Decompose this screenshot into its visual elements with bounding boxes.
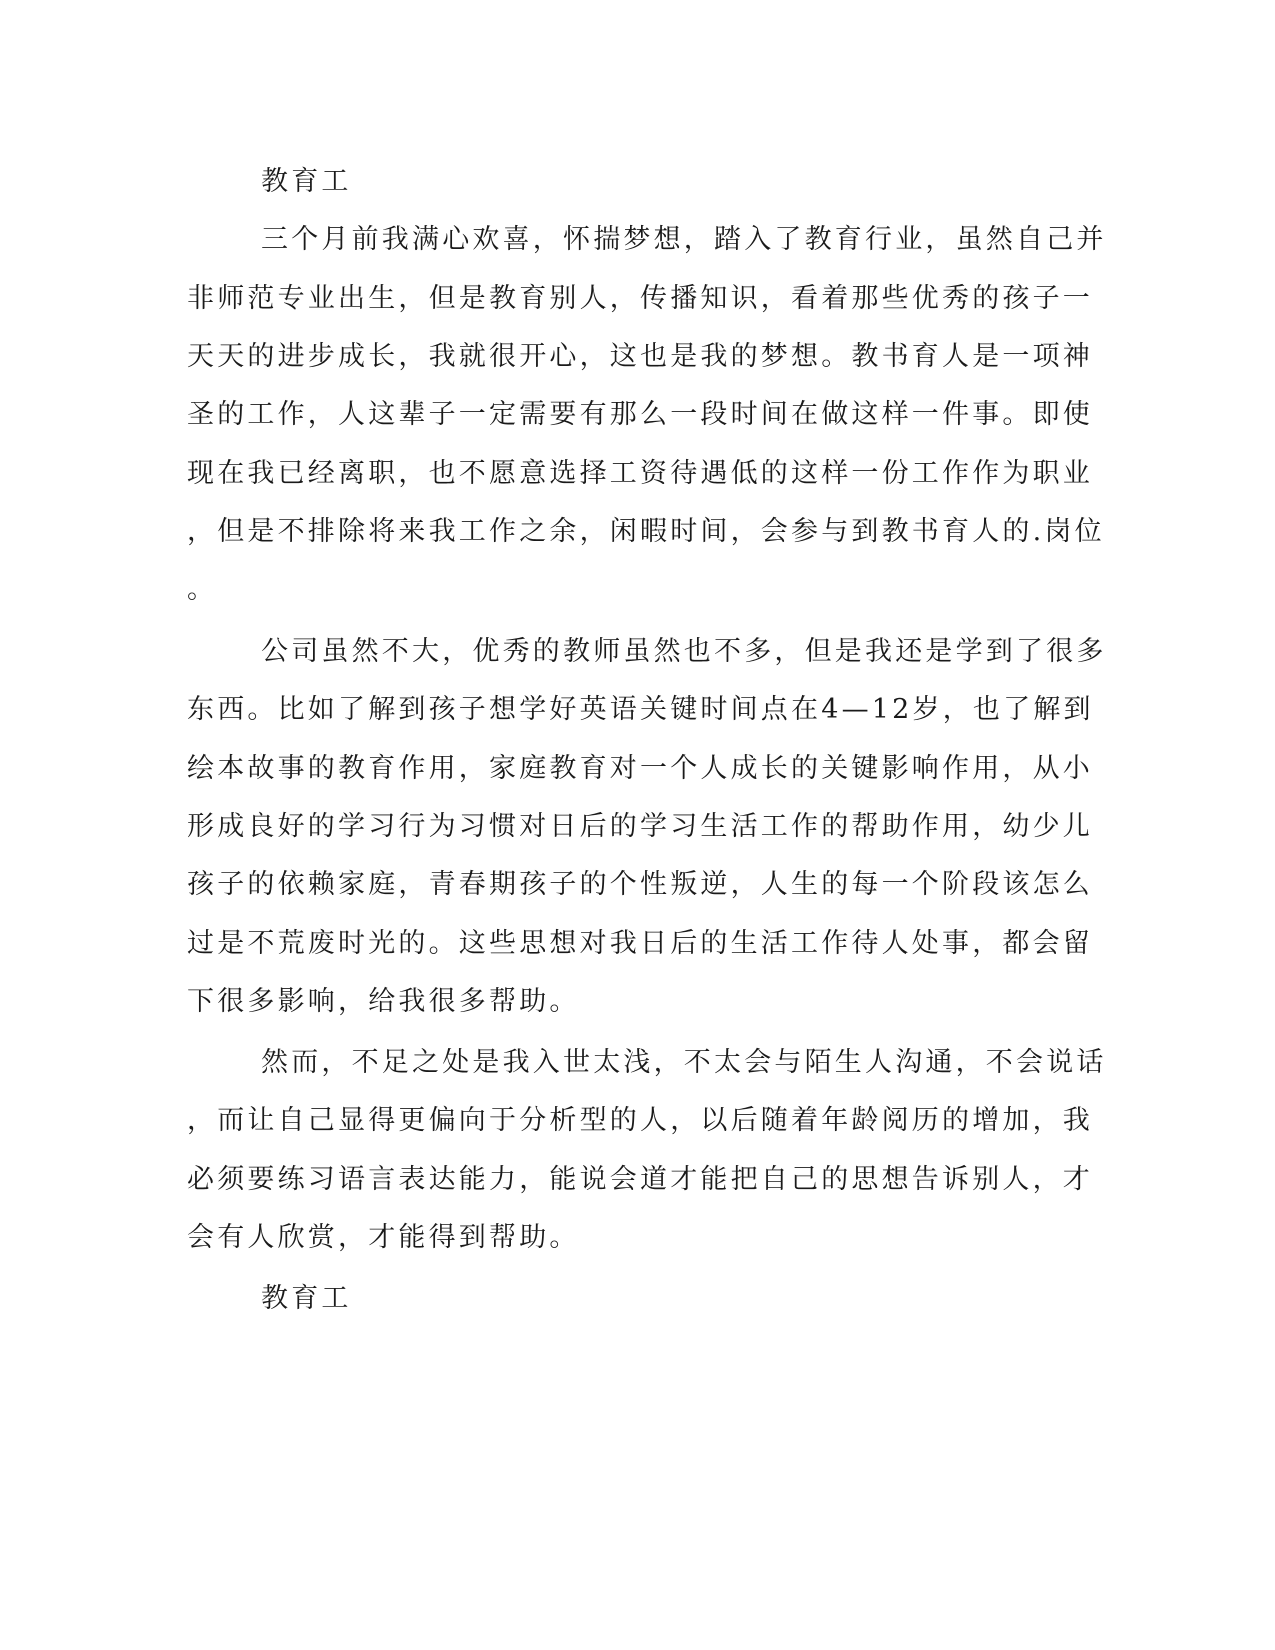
paragraph-3-line-2: ，而让自己显得更偏向于分析型的人，以后随着年龄阅历的增加，我 xyxy=(187,1105,1093,1136)
paragraph-1-line-4: 圣的工作，人这辈子一定需要有那么一段时间在做这样一件事。即使 xyxy=(187,399,1093,430)
paragraph-3-line-3: 必须要练习语言表达能力，能说会道才能把自己的思想告诉别人，才 xyxy=(187,1164,1093,1195)
paragraph-3-line-4: 会有人欣赏，才能得到帮助。 xyxy=(187,1222,580,1253)
paragraph-2-line-2: 东西。比如了解到孩子想学好英语关键时间点在4—12岁，也了解到 xyxy=(187,694,1094,725)
heading-bottom: 教育工 xyxy=(261,1283,352,1314)
paragraph-1-line-6: ，但是不排除将来我工作之余，闲暇时间，会参与到教书育人的.岗位 xyxy=(187,516,1105,547)
paragraph-2-line-7: 下很多影响，给我很多帮助。 xyxy=(187,986,580,1017)
paragraph-2-line-4: 形成良好的学习行为习惯对日后的学习生活工作的帮助作用，幼少儿 xyxy=(187,811,1093,842)
paragraph-2-line-5: 孩子的依赖家庭，青春期孩子的个性叛逆，人生的每一个阶段该怎么 xyxy=(187,869,1093,900)
paragraph-1-line-2: 非师范专业出生，但是教育别人，传播知识，看着那些优秀的孩子一 xyxy=(187,283,1093,314)
paragraph-1-line-3: 天天的进步成长，我就很开心，这也是我的梦想。教书育人是一项神 xyxy=(187,341,1093,372)
paragraph-1-line-5: 现在我已经离职，也不愿意选择工资待遇低的这样一份工作作为职业 xyxy=(187,458,1093,489)
paragraph-3-line-1: 然而，不足之处是我入世太浅，不太会与陌生人沟通，不会说话 xyxy=(261,1047,1107,1078)
paragraph-2-line-6: 过是不荒废时光的。这些思想对我日后的生活工作待人处事，都会留 xyxy=(187,928,1093,959)
paragraph-1-line-1: 三个月前我满心欢喜，怀揣梦想，踏入了教育行业，虽然自己并 xyxy=(261,224,1107,255)
paragraph-2-line-3: 绘本故事的教育作用，家庭教育对一个人成长的关键影响作用，从小 xyxy=(187,753,1093,784)
paragraph-2-line-1: 公司虽然不大，优秀的教师虽然也不多，但是我还是学到了很多 xyxy=(261,636,1107,667)
heading-top: 教育工 xyxy=(261,166,352,197)
paragraph-1-line-7: 。 xyxy=(187,574,218,605)
